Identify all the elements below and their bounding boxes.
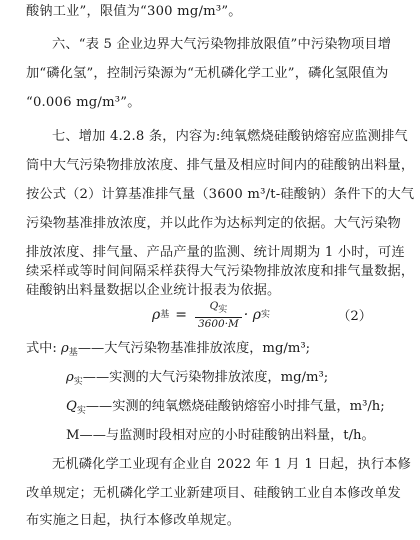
formula-block xyxy=(0,298,420,332)
paragraph-line: 六、“表 5 企业边界大气污染物排放限值”中污染物项目增 xyxy=(52,37,392,52)
paragraph-line: 筒中大气污染物排放浓度、排气量及相应时间内的硅酸钠出料量， xyxy=(26,158,415,173)
paragraph-line: 七、增加 4.2.8 条，内容为:纯氧燃烧硅酸钠熔窑应监测排气 xyxy=(52,129,408,144)
formula-lhs: ρ xyxy=(152,306,161,323)
formula-num-symbol: Q xyxy=(209,299,219,312)
formula-equation xyxy=(152,298,270,332)
legend-description: ——实测的纯氧燃烧硅酸钠熔窑小时排气量，m³/h; xyxy=(85,399,385,414)
legend-symbol: Q xyxy=(66,399,77,414)
paragraph-line: 硅酸钠出料量数据以企业统计报表为依据。 xyxy=(26,283,281,298)
paragraph-line: 按公式（2）计算基准排气量（3600 m³/t-硅酸钠）条件下的大气 xyxy=(26,187,415,202)
legend-symbol-sub: 实 xyxy=(73,377,83,387)
paragraph-line: 布实施之日起，执行本修改单规定。 xyxy=(26,513,241,528)
legend-description: ——实测的大气污染物排放浓度，mg/m³; xyxy=(82,370,329,385)
legend-symbol: ρ xyxy=(66,370,74,385)
legend-symbol-sub: 实 xyxy=(76,406,86,416)
formula-rhs: · ρ xyxy=(243,306,261,323)
legend-intro-label: 式中: xyxy=(26,341,57,356)
paragraph-line: 改单规定；无机磷化学工业新建项目、硅酸钠工业自本修改单发 xyxy=(26,486,401,501)
formula-numerator xyxy=(207,300,231,317)
formula-num-sub: 实 xyxy=(218,304,228,315)
legend-description: ——大气污染物基准排放浓度，mg/m³; xyxy=(77,341,311,356)
paragraph-line: 酸钠工业”，限值为“300 mg/m³”。 xyxy=(26,4,242,19)
formula-lhs-sub: 基 xyxy=(160,309,170,320)
formula-rhs-sub: 实 xyxy=(260,309,270,320)
paragraph-line: 排放浓度、排气量、产品产量的监测、统计周期为 1 小时，可连 xyxy=(26,245,405,260)
paragraph-line: 无机磷化学工业现有企业自 2022 年 1 月 1 日起，执行本修 xyxy=(52,457,412,472)
paragraph-line: “0.006 mg/m³”。 xyxy=(26,95,141,110)
legend-symbol: M xyxy=(66,428,80,443)
formula-denominator: 3600·M xyxy=(195,317,242,331)
paragraph-line: 污染物基准排放浓度，并以此作为达标判定的依据。大气污染物 xyxy=(26,216,401,231)
legend-item xyxy=(66,421,375,450)
paragraph-line: 续采样或等时间间隔采样获得大气污染物排放浓度和排气量数据， xyxy=(26,264,415,279)
paragraph-line: 加“磷化氢”，控制污染源为“无机磷化学工业”，磷化氢限值为 xyxy=(26,66,389,81)
formula-number: （2） xyxy=(337,309,372,324)
legend-description: ——与监测时段相对应的小时硅酸钠出料量，t/h。 xyxy=(79,428,375,443)
legend-symbol-sub: 基 xyxy=(68,348,78,358)
legend-symbol: ρ xyxy=(61,341,69,356)
formula-equals: = xyxy=(175,306,187,323)
formula-fraction xyxy=(195,300,242,331)
